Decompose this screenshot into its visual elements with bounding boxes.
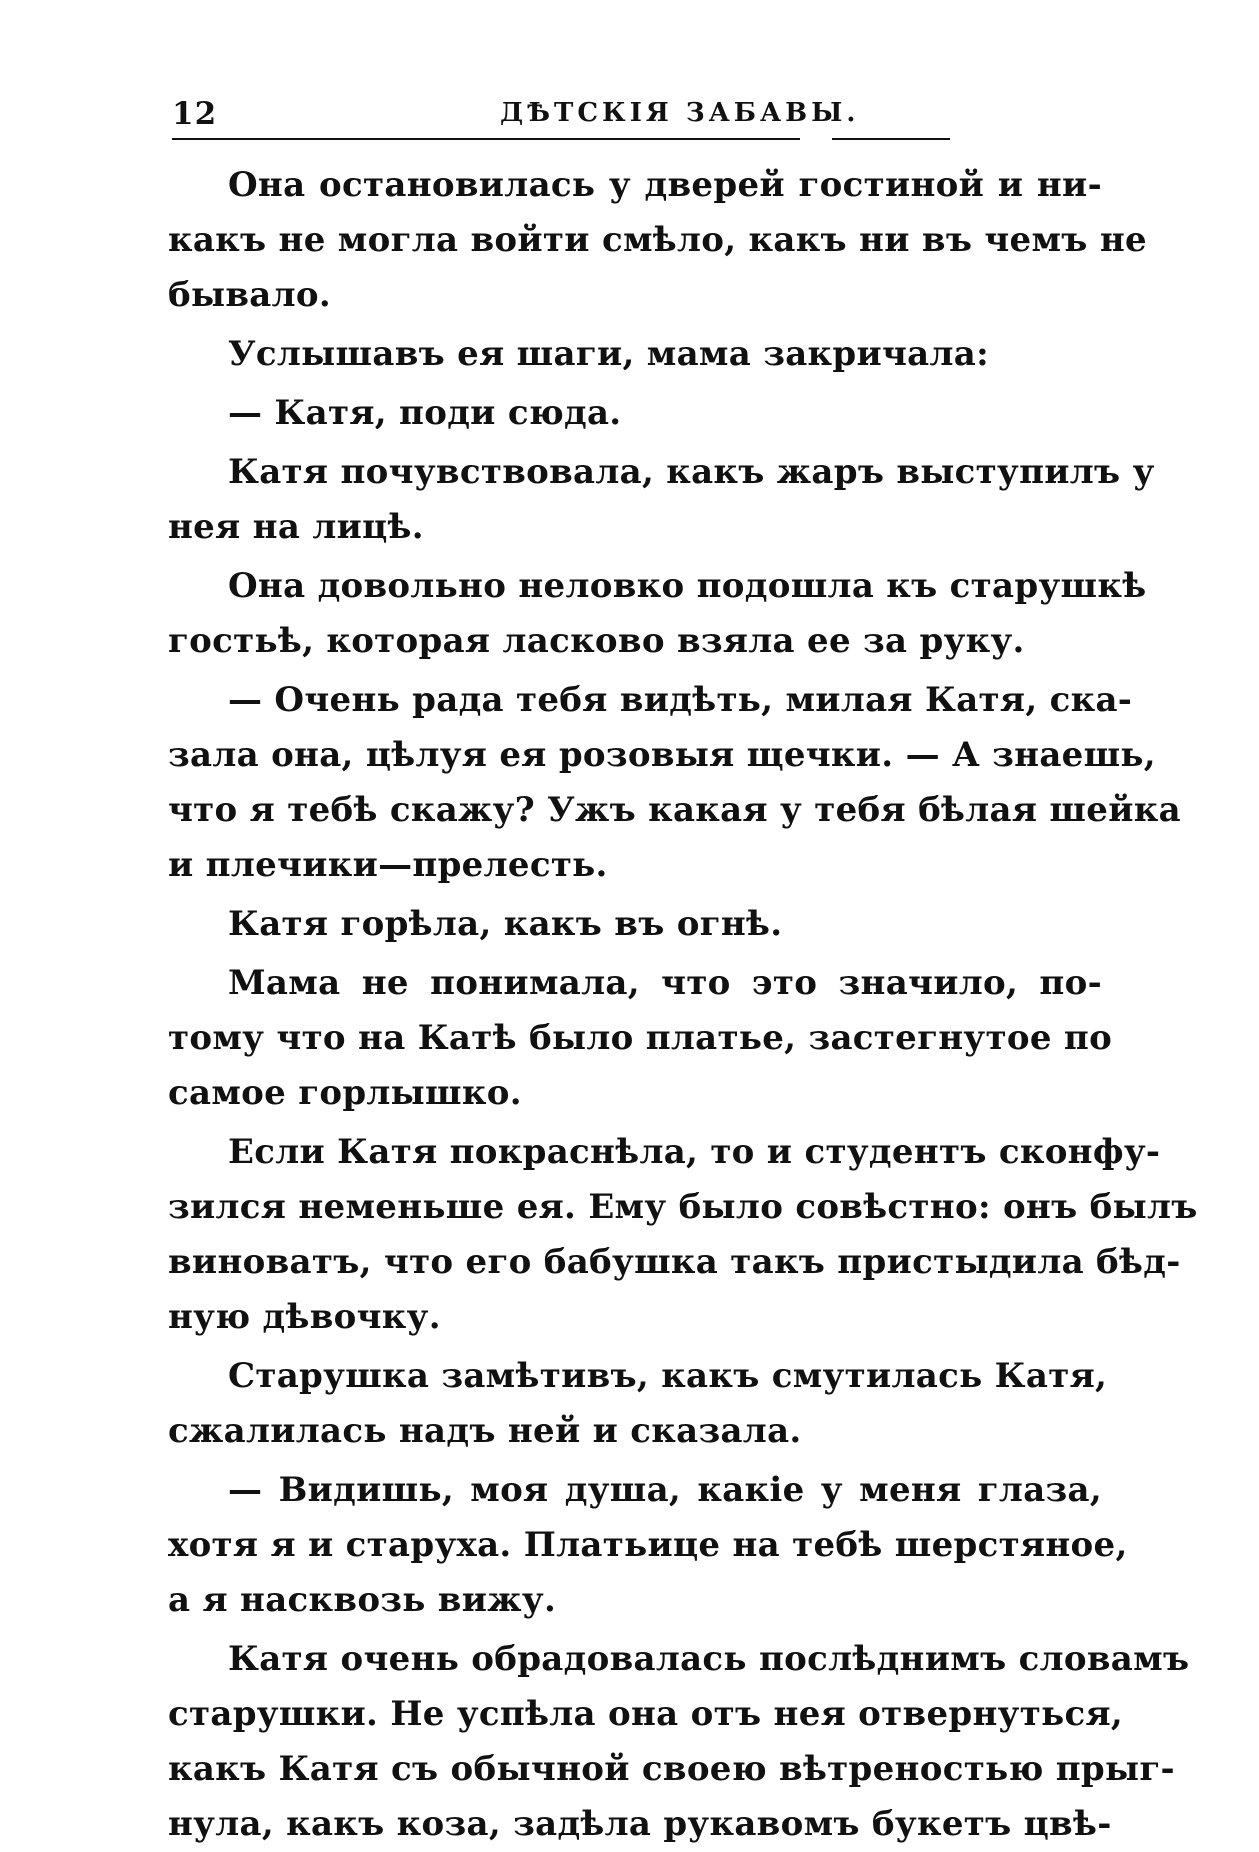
paragraph — [168, 386, 1102, 441]
paragraph — [168, 445, 1155, 555]
text-line: Она остановилась у дверей гостиной и ни- — [228, 165, 1102, 205]
text-line: виноватъ, что его бабушка такъ пристыдила бѣд- — [168, 1242, 1181, 1282]
text-line: Катя горѣла, какъ въ огнѣ. — [228, 904, 783, 944]
header-rule — [172, 138, 800, 140]
text-line: Катя почувствовала, какъ жаръ выступилъ у — [228, 452, 1155, 492]
text-line: зился неменьше ея. Ему было совѣстно: онъ былъ — [168, 1187, 1198, 1227]
paragraph — [168, 673, 1181, 893]
text-line: и плечики—прелесть. — [168, 845, 608, 885]
running-title: ДѢТСКІЯ ЗАБАВЫ. — [500, 98, 860, 128]
page-body — [168, 158, 1198, 1852]
text-line: нула, какъ коза, задѣла рукавомъ букетъ цвѣ- — [168, 1804, 1112, 1844]
paragraph — [168, 559, 1147, 669]
paragraph — [168, 1125, 1198, 1345]
text-line: Если Катя покраснѣла, то и студентъ сконфу- — [228, 1132, 1161, 1172]
page-number: 12 — [172, 96, 218, 132]
text-line: — Видишь, моя душа, какіе у меня глаза, — [228, 1470, 1102, 1510]
text-line: сжалилась надъ ней и сказала. — [168, 1411, 802, 1451]
paragraph — [168, 1349, 1108, 1459]
text-line: а я насквозь вижу. — [168, 1580, 557, 1620]
text-line: что я тебѣ скажу? Ужъ какая у тебя бѣлая шейка — [168, 790, 1181, 830]
text-line: Она довольно неловко подошла къ старушкѣ — [228, 566, 1147, 606]
running-head — [172, 96, 1102, 142]
text-line: зала она, цѣлуя ея розовыя щечки. — А знаешь, — [168, 735, 1156, 775]
paragraph — [168, 897, 1102, 952]
text-line: тому что на Катѣ было платье, застегнутое по — [168, 1018, 1113, 1058]
paragraph — [168, 158, 1147, 323]
text-line: — Очень рада тебя видѣть, милая Катя, ска- — [228, 680, 1133, 720]
text-line: старушки. Не успѣла она отъ нея отвернуться, — [168, 1694, 1124, 1734]
header-rule-short — [832, 138, 950, 140]
paragraph — [168, 956, 1113, 1121]
text-line: хотя я и старуха. Платьице на тебѣ шерстяное, — [168, 1525, 1128, 1565]
text-line: Катя очень обрадовалась послѣднимъ словамъ — [228, 1639, 1190, 1679]
text-line: — Катя, поди сюда. — [228, 393, 622, 433]
paragraph — [168, 1632, 1190, 1852]
text-line: Старушка замѣтивъ, какъ смутилась Катя, — [228, 1356, 1108, 1396]
text-line: какъ не могла войти смѣло, какъ ни въ чемъ не — [168, 220, 1147, 260]
text-line: гостьѣ, которая ласково взяла ее за руку. — [168, 621, 1025, 661]
text-line: Услышавъ ея шаги, мама закричала: — [228, 334, 989, 374]
paragraph — [168, 327, 1102, 382]
text-line: ную дѣвочку. — [168, 1297, 441, 1337]
text-line: бывало. — [168, 275, 332, 315]
paragraph — [168, 1463, 1128, 1628]
text-line: самое горлышко. — [168, 1073, 522, 1113]
text-line: какъ Катя съ обычной своею вѣтреностью прыг- — [168, 1749, 1175, 1789]
text-line: нея на лицѣ. — [168, 507, 424, 547]
text-line: Мама не понимала, что это значило, по- — [228, 963, 1102, 1003]
